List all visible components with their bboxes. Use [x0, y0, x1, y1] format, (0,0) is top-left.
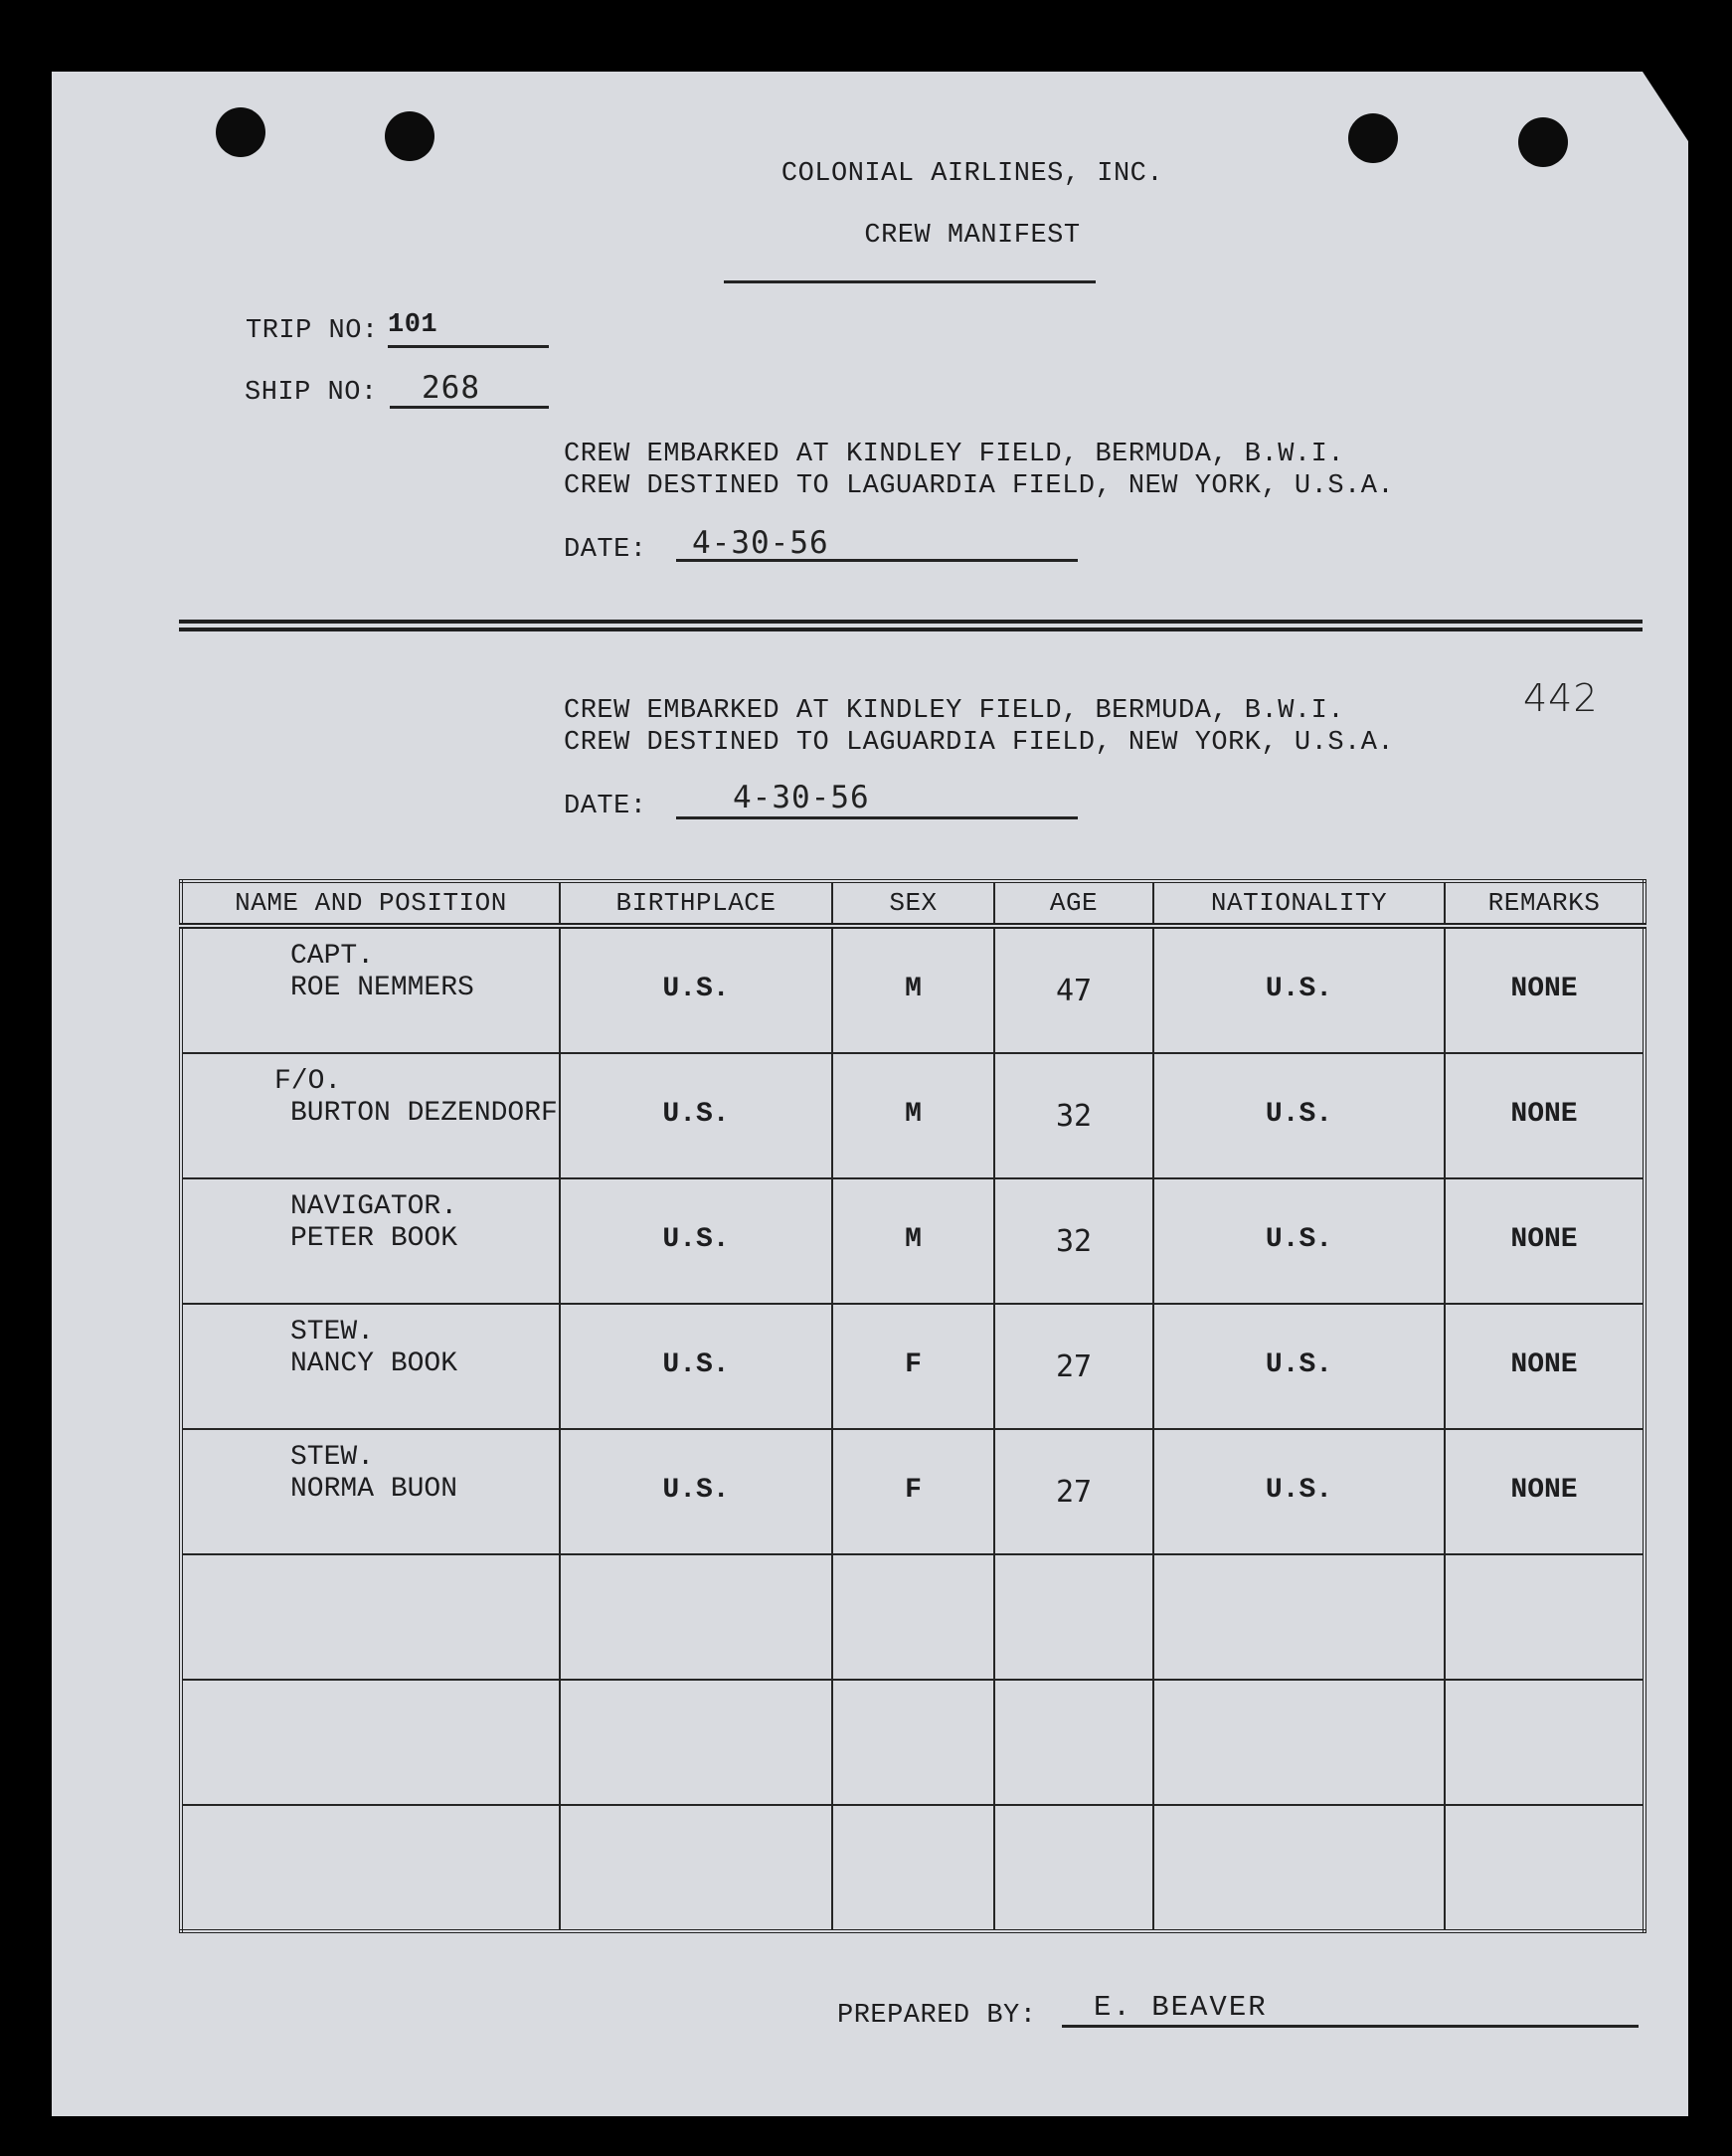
crew-name: NANCY BOOK	[290, 1348, 458, 1379]
birthplace-cell	[560, 1053, 832, 1178]
remarks-cell	[1445, 926, 1645, 1053]
sex-cell	[832, 1429, 994, 1554]
name-cell	[181, 1053, 560, 1178]
crew-position: STEW.	[290, 1317, 375, 1348]
punch-hole	[1348, 113, 1398, 163]
age-cell	[994, 1178, 1153, 1304]
age: 47	[1055, 974, 1093, 1008]
nationality-cell	[1153, 1053, 1445, 1178]
sex-cell	[832, 926, 994, 1053]
nationality-cell	[1153, 1304, 1445, 1429]
nationality-cell	[1153, 926, 1445, 1053]
name-cell	[181, 1429, 560, 1554]
date-line	[676, 559, 1078, 562]
table-row	[181, 1053, 1645, 1178]
punch-hole	[385, 111, 434, 161]
prepared-by-name: E. BEAVER	[1094, 1991, 1268, 2024]
punch-hole	[216, 107, 265, 157]
age: 32	[1055, 1099, 1093, 1135]
empty-table-row	[181, 1680, 1645, 1805]
birthplace: U.S.	[662, 1474, 730, 1506]
section-divider	[179, 620, 1643, 631]
nationality: U.S.	[1265, 1099, 1333, 1131]
birthplace: U.S.	[662, 1224, 730, 1256]
column-header: NAME AND POSITION	[181, 881, 560, 926]
nationality: U.S.	[1265, 1224, 1333, 1256]
company-name: COLONIAL AIRLINES, INC.	[780, 159, 1164, 189]
age: 32	[1055, 1224, 1093, 1260]
date-line	[676, 816, 1078, 819]
crew-position: STEW.	[290, 1441, 375, 1473]
page-corner-fold	[1643, 72, 1688, 141]
remarks-cell	[1445, 1053, 1645, 1178]
date-label: DATE:	[564, 535, 647, 565]
signature-line	[1062, 2025, 1639, 2028]
remarks: NONE	[1510, 1349, 1578, 1380]
birthplace-cell	[560, 1178, 832, 1304]
birthplace-cell	[560, 926, 832, 1053]
crew-position: NAVIGATOR.	[290, 1191, 458, 1223]
nationality: U.S.	[1265, 974, 1333, 1004]
birthplace-cell	[560, 1304, 832, 1429]
nationality-cell	[1153, 1178, 1445, 1304]
ship-number: 268	[422, 370, 480, 406]
sex-cell	[832, 1304, 994, 1429]
name-cell	[181, 1304, 560, 1429]
sex: M	[905, 1099, 922, 1131]
ship-number-line	[390, 406, 549, 409]
destined-line: CREW DESTINED TO LAGUARDIA FIELD, NEW YORK, U.S.A.	[564, 471, 1395, 501]
birthplace: U.S.	[662, 974, 730, 1004]
birthplace: U.S.	[662, 1099, 730, 1131]
crew-position: F/O.	[274, 1066, 342, 1098]
title-underline	[724, 280, 1096, 283]
remarks-cell	[1445, 1178, 1645, 1304]
column-header: NATIONALITY	[1153, 881, 1445, 926]
trip-number-line	[388, 345, 549, 348]
crew-table	[179, 879, 1646, 1933]
age-cell	[994, 1053, 1153, 1178]
age-cell	[994, 1429, 1153, 1554]
embarked-line: CREW EMBARKED AT KINDLEY FIELD, BERMUDA, B.W.I.	[564, 696, 1345, 726]
remarks-cell	[1445, 1429, 1645, 1554]
column-header: BIRTHPLACE	[560, 881, 832, 926]
table-row	[181, 1304, 1645, 1429]
manifest-page	[52, 72, 1688, 2116]
age: 27	[1055, 1349, 1093, 1384]
crew-name: ROE NEMMERS	[290, 973, 474, 1003]
remarks-cell	[1445, 1304, 1645, 1429]
sex-cell	[832, 1178, 994, 1304]
trip-number-label: TRIP NO:	[246, 316, 379, 346]
remarks: NONE	[1510, 1224, 1578, 1256]
column-header: AGE	[994, 881, 1153, 926]
crew-name: BURTON DEZENDORF	[290, 1098, 558, 1130]
birthplace-cell	[560, 1429, 832, 1554]
date-value: 4-30-56	[692, 525, 829, 561]
date-value: 4-30-56	[733, 780, 870, 815]
prepared-by-label: PREPARED BY:	[837, 2001, 1037, 2031]
ship-number-label: SHIP NO:	[245, 378, 378, 408]
age: 27	[1055, 1474, 1093, 1510]
remarks: NONE	[1510, 1474, 1578, 1506]
table-row	[181, 1178, 1645, 1304]
remarks: NONE	[1510, 974, 1578, 1004]
table-row	[181, 1429, 1645, 1554]
form-title: CREW MANIFEST	[864, 221, 1081, 251]
column-header: SEX	[832, 881, 994, 926]
nationality-cell	[1153, 1429, 1445, 1554]
age-cell	[994, 1304, 1153, 1429]
sex: F	[905, 1474, 922, 1506]
nationality: U.S.	[1265, 1474, 1333, 1506]
remarks: NONE	[1510, 1099, 1578, 1131]
table-row	[181, 926, 1645, 1053]
embarked-line: CREW EMBARKED AT KINDLEY FIELD, BERMUDA, B.W.I.	[564, 440, 1345, 469]
sex: F	[905, 1349, 922, 1380]
nationality: U.S.	[1265, 1349, 1333, 1380]
table-header-row	[181, 881, 1645, 926]
name-cell	[181, 926, 560, 1053]
trip-number: 101	[388, 310, 438, 340]
sex-cell	[832, 1053, 994, 1178]
sex: M	[905, 1224, 922, 1256]
age-cell	[994, 926, 1153, 1053]
empty-table-row	[181, 1554, 1645, 1680]
destined-line: CREW DESTINED TO LAGUARDIA FIELD, NEW YORK, U.S.A.	[564, 728, 1395, 758]
column-header: REMARKS	[1445, 881, 1645, 926]
name-cell	[181, 1178, 560, 1304]
birthplace: U.S.	[662, 1349, 730, 1380]
page-number: 442	[1523, 676, 1599, 720]
punch-hole	[1518, 117, 1568, 167]
sex: M	[905, 974, 922, 1004]
crew-name: PETER BOOK	[290, 1223, 458, 1255]
date-label: DATE:	[564, 792, 647, 821]
crew-position: CAPT.	[290, 941, 375, 972]
empty-table-row	[181, 1805, 1645, 1931]
crew-name: NORMA BUON	[290, 1473, 458, 1505]
